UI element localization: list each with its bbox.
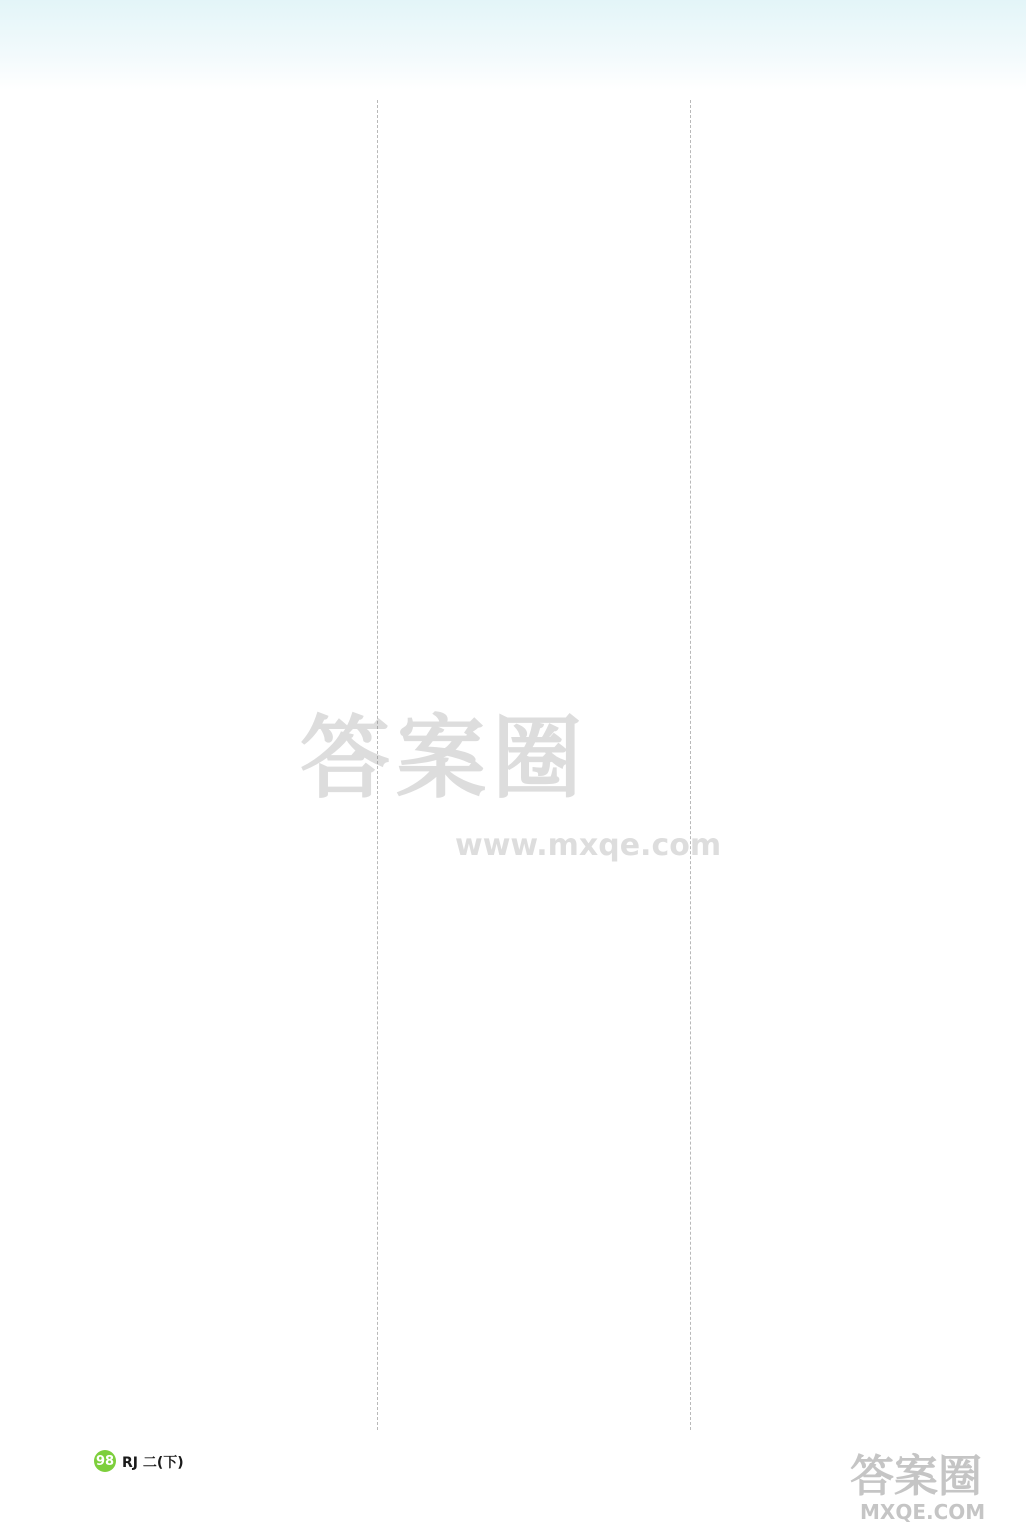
edition-label: RJ 二(下) xyxy=(122,1455,184,1471)
watermark-url: www.mxqe.com xyxy=(455,828,722,863)
watermark-corner-url: MXQE.COM xyxy=(860,1500,986,1524)
watermark-corner-logo: 答案圈 xyxy=(850,1451,982,1502)
column-divider xyxy=(690,100,691,1430)
page-number: 98 xyxy=(94,1450,116,1472)
header-band xyxy=(0,0,1026,90)
watermark-logo: 答案圈 xyxy=(300,706,588,811)
